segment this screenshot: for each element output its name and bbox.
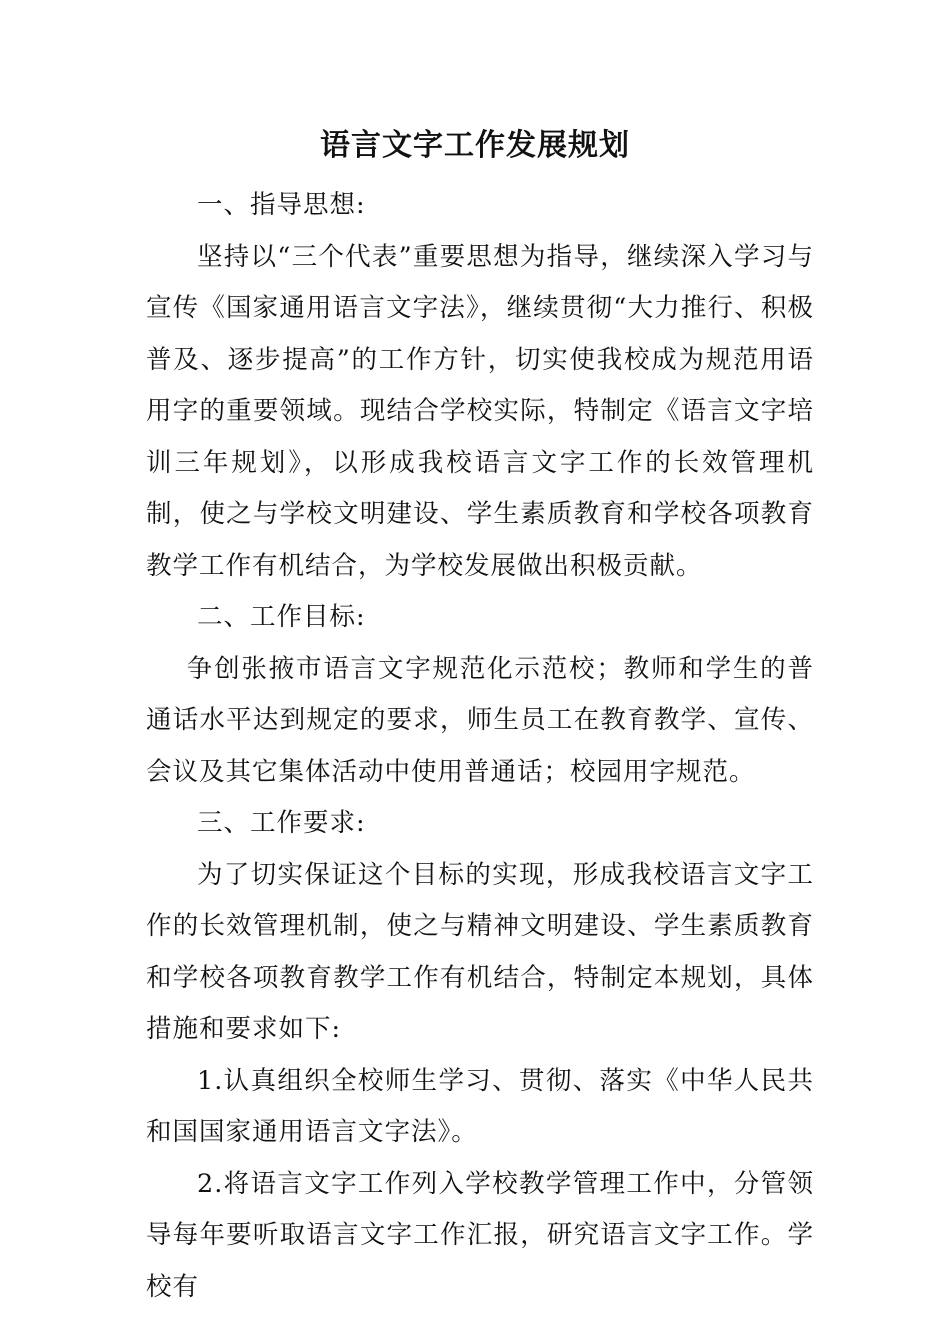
paragraph-guiding-ideology: 坚持以“三个代表”重要思想为指导，继续深入学习与宣传《国家通用语言文字法》，继续贯彻“大力推行、积极普及、逐步提高”的工作方针，切实使我校成为规范用语用字的重要领域。现结合学校实际，特制定《语言文字培训三年规划》，以形成我校语言文字工作的长效管理机制，使之与学校文明建设、学生素质教育和学校各项教育教学工作有机结合，为学校发展做出积极贡献。 bbox=[146, 241, 814, 581]
section-heading-work-goals: 二、工作目标: bbox=[197, 602, 366, 632]
section-heading-guiding-ideology: 一、指导思想: bbox=[197, 190, 366, 220]
paragraph-work-requirements: 为了切实保证这个目标的实现，形成我校语言文字工作的长效管理机制，使之与精神文明建设、学生素质教育和学校各项教育教学工作有机结合，特制定本规划，具体措施和要求如下: bbox=[146, 859, 814, 1044]
document-body bbox=[146, 180, 814, 1313]
paragraph-work-goals: 争创张掖市语言文字规范化示范校；教师和学生的普通话水平达到规定的要求，师生员工在教育教学、宣传、会议及其它集体活动中使用普通话；校园用字规范。 bbox=[146, 653, 814, 787]
list-item-requirement-1: 1.认真组织全校师生学习、贯彻、落实《中华人民共和国国家通用语言文字法》。 bbox=[146, 1065, 814, 1147]
list-item-requirement-2: 2.将语言文字工作列入学校教学管理工作中，分管领导每年要听取语言文字工作汇报，研究语言文字工作。学校有 bbox=[146, 1168, 814, 1302]
section-heading-work-requirements: 三、工作要求: bbox=[197, 808, 366, 838]
document-title: 语言文字工作发展规划 bbox=[320, 128, 630, 163]
